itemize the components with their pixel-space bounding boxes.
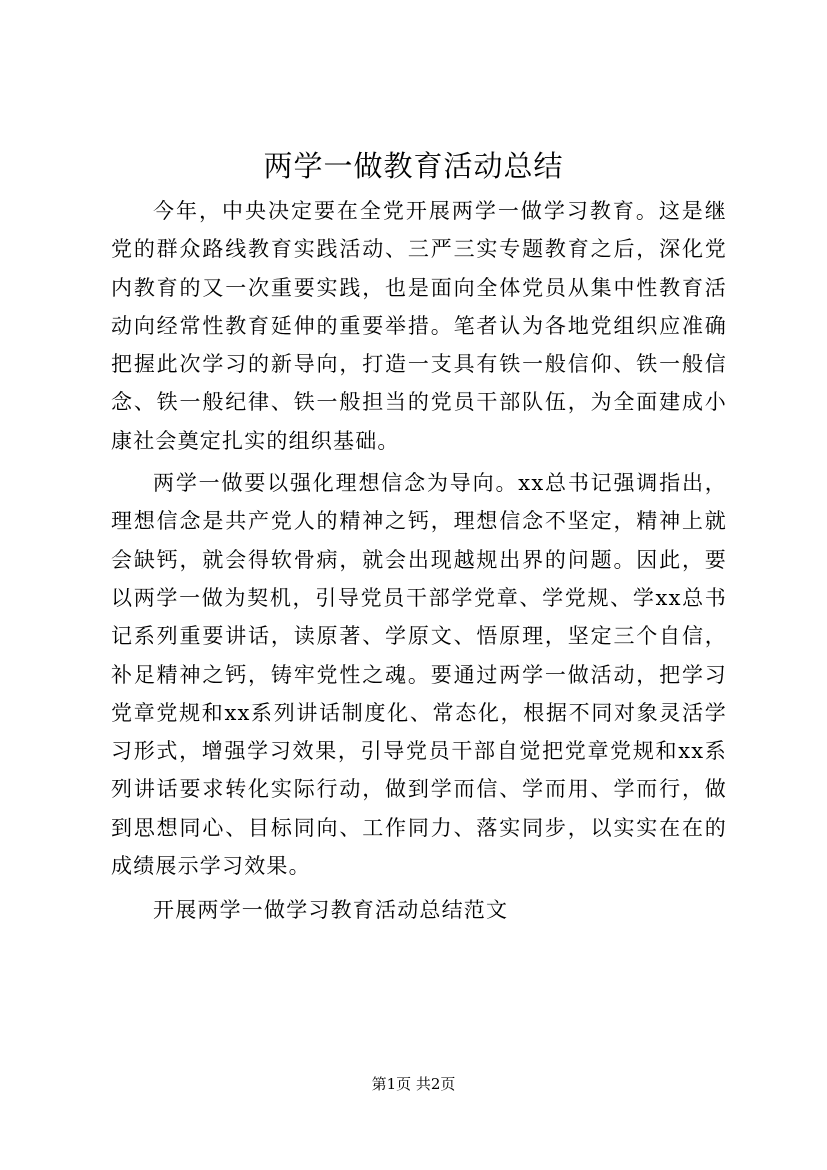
page-number-footer: 第1页 共2页 [371,1075,456,1093]
paragraph-ideals: 两学一做要以强化理想信念为导向。xx总书记强调指出，理想信念是共产党人的精神之钙，理想信念不坚定，精神上就会缺钙，就会得软骨病，就会出现越规出界的问题。因此，要以两学一做为契机，引导党员干部学党章、学党规、学xx总书记系列重要讲话，读原著、学原文、悟原理，坚定三个自信，补足精神之钙，铸牢党性之魂。要通过两学一做活动，把学习党章党规和xx系列讲话制度化、常态化，根据不同对象灵活学习形式，增强学习效果，引导党员干部自觉把党章党规和xx系列讲话要求转化实际行动，做到学而信、学而用、学而行，做到思想同心、目标同向、工作同力、落实同步，以实实在在的成绩展示学习效果。 [111,471,727,879]
paragraph-heading-next: 开展两学一做学习教育活动总结范文 [153,898,509,923]
paragraph-intro: 今年，中央决定要在全党开展两学一做学习教育。这是继党的群众路线教育实践活动、三严三实专题教育之后，深化党内教育的又一次重要实践，也是面向全体党员从集中性教育活动向经常性教育延伸的重要举措。笔者认为各地党组织应准确把握此次学习的新导向，打造一支具有铁一般信仰、铁一般信念、铁一般纪律、铁一般担当的党员干部队伍，为全面建成小康社会奠定扎实的组织基础。 [111,199,727,453]
document-title: 两学一做教育活动总结 [263,149,564,183]
document-body [111,192,727,930]
